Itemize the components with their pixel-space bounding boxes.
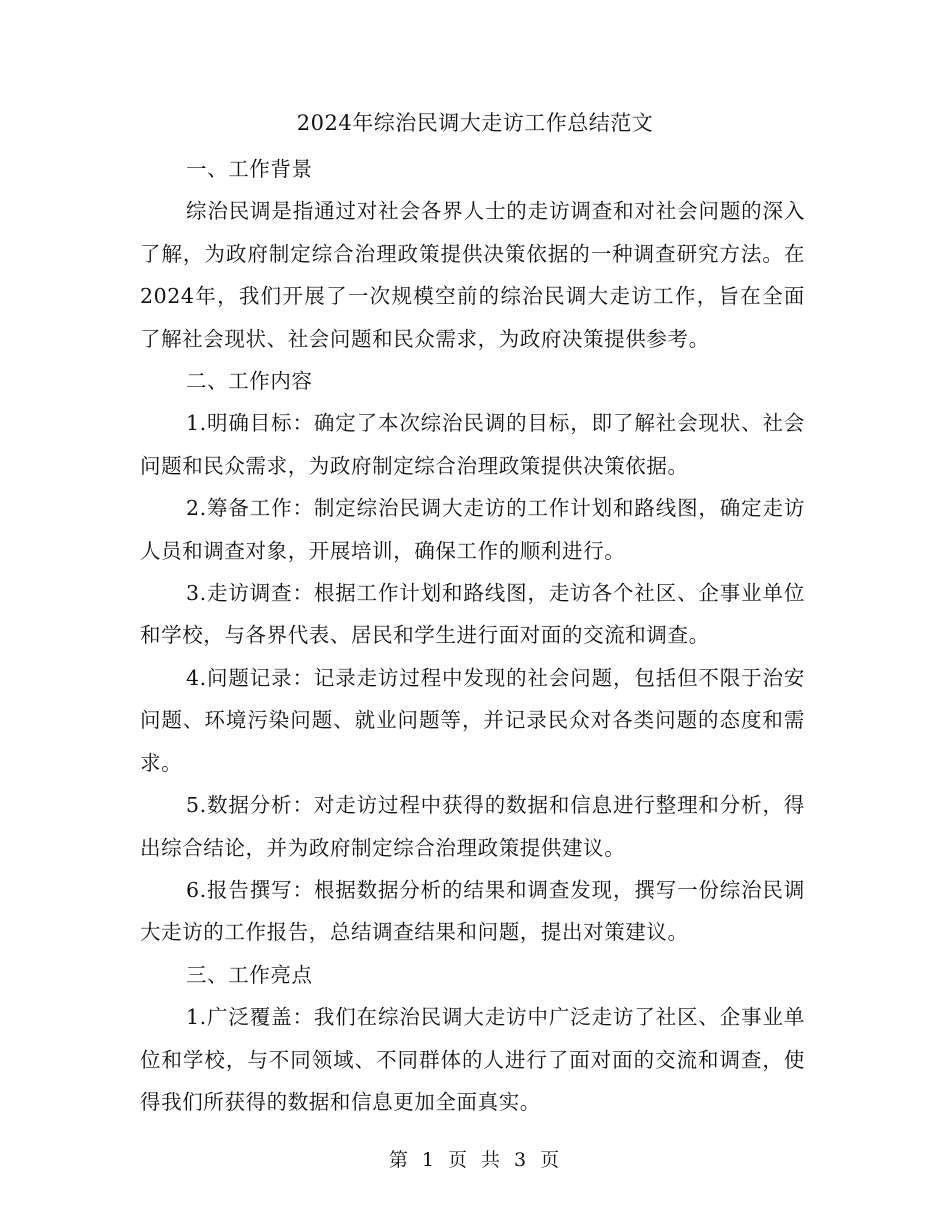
paragraph-item-5-analysis: 5.数据分析：对走访过程中获得的数据和信息进行整理和分析，得出综合结论，并为政府制定综合治理政策提供建议。 bbox=[140, 793, 805, 860]
section-heading-background: 一、工作背景 bbox=[186, 157, 313, 181]
paragraph-item-2-preparation: 2.筹备工作：制定综治民调大走访的工作计划和路线图，确定走访人员和调查对象，开展培训，确保工作的顺利进行。 bbox=[140, 496, 805, 563]
paragraph-highlight-1-coverage: 1.广泛覆盖：我们在综治民调大走访中广泛走访了社区、企事业单位和学校，与不同领域、不同群体的人进行了面对面的交流和调查，使得我们所获得的数据和信息更加全面真实。 bbox=[140, 1005, 805, 1114]
paragraph-item-1-goals: 1.明确目标：确定了本次综治民调的目标，即了解社会现状、社会问题和民众需求，为政府制定综合治理政策提供决策依据。 bbox=[140, 411, 805, 478]
document-title: 2024年综治民调大走访工作总结范文 bbox=[296, 111, 654, 135]
section-heading-content: 二、工作内容 bbox=[186, 369, 313, 394]
section-heading-highlights: 三、工作亮点 bbox=[186, 962, 313, 987]
paragraph-item-4-records: 4.问题记录：记录走访过程中发现的社会问题，包括但不限于治安问题、环境污染问题、就业问题等，并记录民众对各类问题的态度和需求。 bbox=[140, 665, 805, 775]
paragraph-item-6-report: 6.报告撰写：根据数据分析的结果和调查发现，撰写一份综治民调大走访的工作报告，总结调查结果和问题，提出对策建议。 bbox=[140, 877, 805, 945]
paragraph-background: 综治民调是指通过对社会各界人士的走访调查和对社会问题的深入了解，为政府制定综合治理政策提供决策依据的一种调查研究方法。在2024年，我们开展了一次规模空前的综治民调大走访工作，旨在全面了解社会现状、社会问题和民众需求，为政府决策提供参考。 bbox=[140, 199, 805, 351]
paragraph-item-3-visits: 3.走访调查：根据工作计划和路线图，走访各个社区、企事业单位和学校，与各界代表、居民和学生进行面对面的交流和调查。 bbox=[140, 581, 805, 648]
document-body bbox=[140, 148, 805, 1123]
page-number-footer: 第 1 页 共 3 页 bbox=[388, 1149, 562, 1171]
